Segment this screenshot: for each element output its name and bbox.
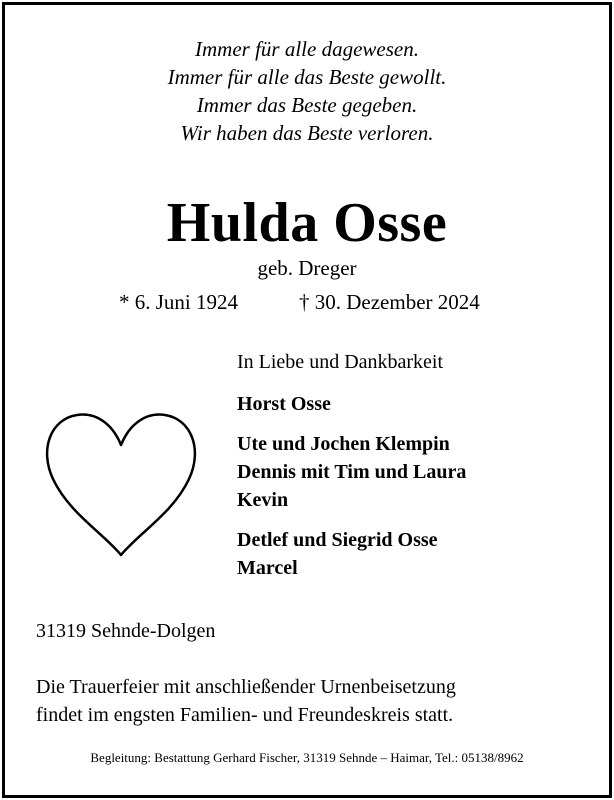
poem-line-3: Immer das Beste gegeben. bbox=[196, 93, 418, 117]
poem bbox=[5, 35, 609, 147]
poem-line-4: Wir haben das Beste verloren. bbox=[180, 121, 434, 145]
mourner-group bbox=[237, 526, 466, 582]
funeral-home-footer: Begleitung: Bestattung Gerhard Fischer, 31319 Sehnde – Haimar, Tel.: 05138/8962 bbox=[90, 750, 524, 765]
mourner-name: Kevin bbox=[237, 489, 289, 511]
mourner-name: Marcel bbox=[237, 557, 298, 579]
ceremony-note bbox=[36, 673, 456, 729]
poem-line-2: Immer für alle das Beste gewollt. bbox=[167, 65, 447, 89]
mourner-name: Ute und Jochen Klempin bbox=[237, 433, 450, 455]
mourner-name: Dennis mit Tim und Laura bbox=[237, 461, 467, 483]
deceased-name: Hulda Osse bbox=[166, 192, 448, 254]
mourner-group bbox=[237, 390, 466, 418]
mourners-list bbox=[237, 348, 466, 594]
mourner-name: Horst Osse bbox=[237, 393, 331, 415]
ceremony-line-2: findet im engsten Familien- und Freundeskreis statt. bbox=[36, 704, 454, 726]
mourners-intro: In Liebe und Dankbarkeit bbox=[237, 351, 444, 373]
mourner-name: Detlef und Siegrid Osse bbox=[237, 529, 438, 551]
place: 31319 Sehnde-Dolgen bbox=[36, 620, 216, 642]
obituary-notice bbox=[2, 2, 612, 798]
heart-icon bbox=[41, 405, 201, 563]
birth-date: * 6. Juni 1924 bbox=[119, 290, 239, 314]
poem-line-1: Immer für alle dagewesen. bbox=[195, 37, 419, 61]
death-date: † 30. Dezember 2024 bbox=[299, 290, 480, 314]
ceremony-line-1: Die Trauerfeier mit anschließender Urnenbeisetzung bbox=[36, 676, 456, 698]
mourner-group bbox=[237, 430, 466, 514]
maiden-name: geb. Dreger bbox=[257, 256, 357, 280]
